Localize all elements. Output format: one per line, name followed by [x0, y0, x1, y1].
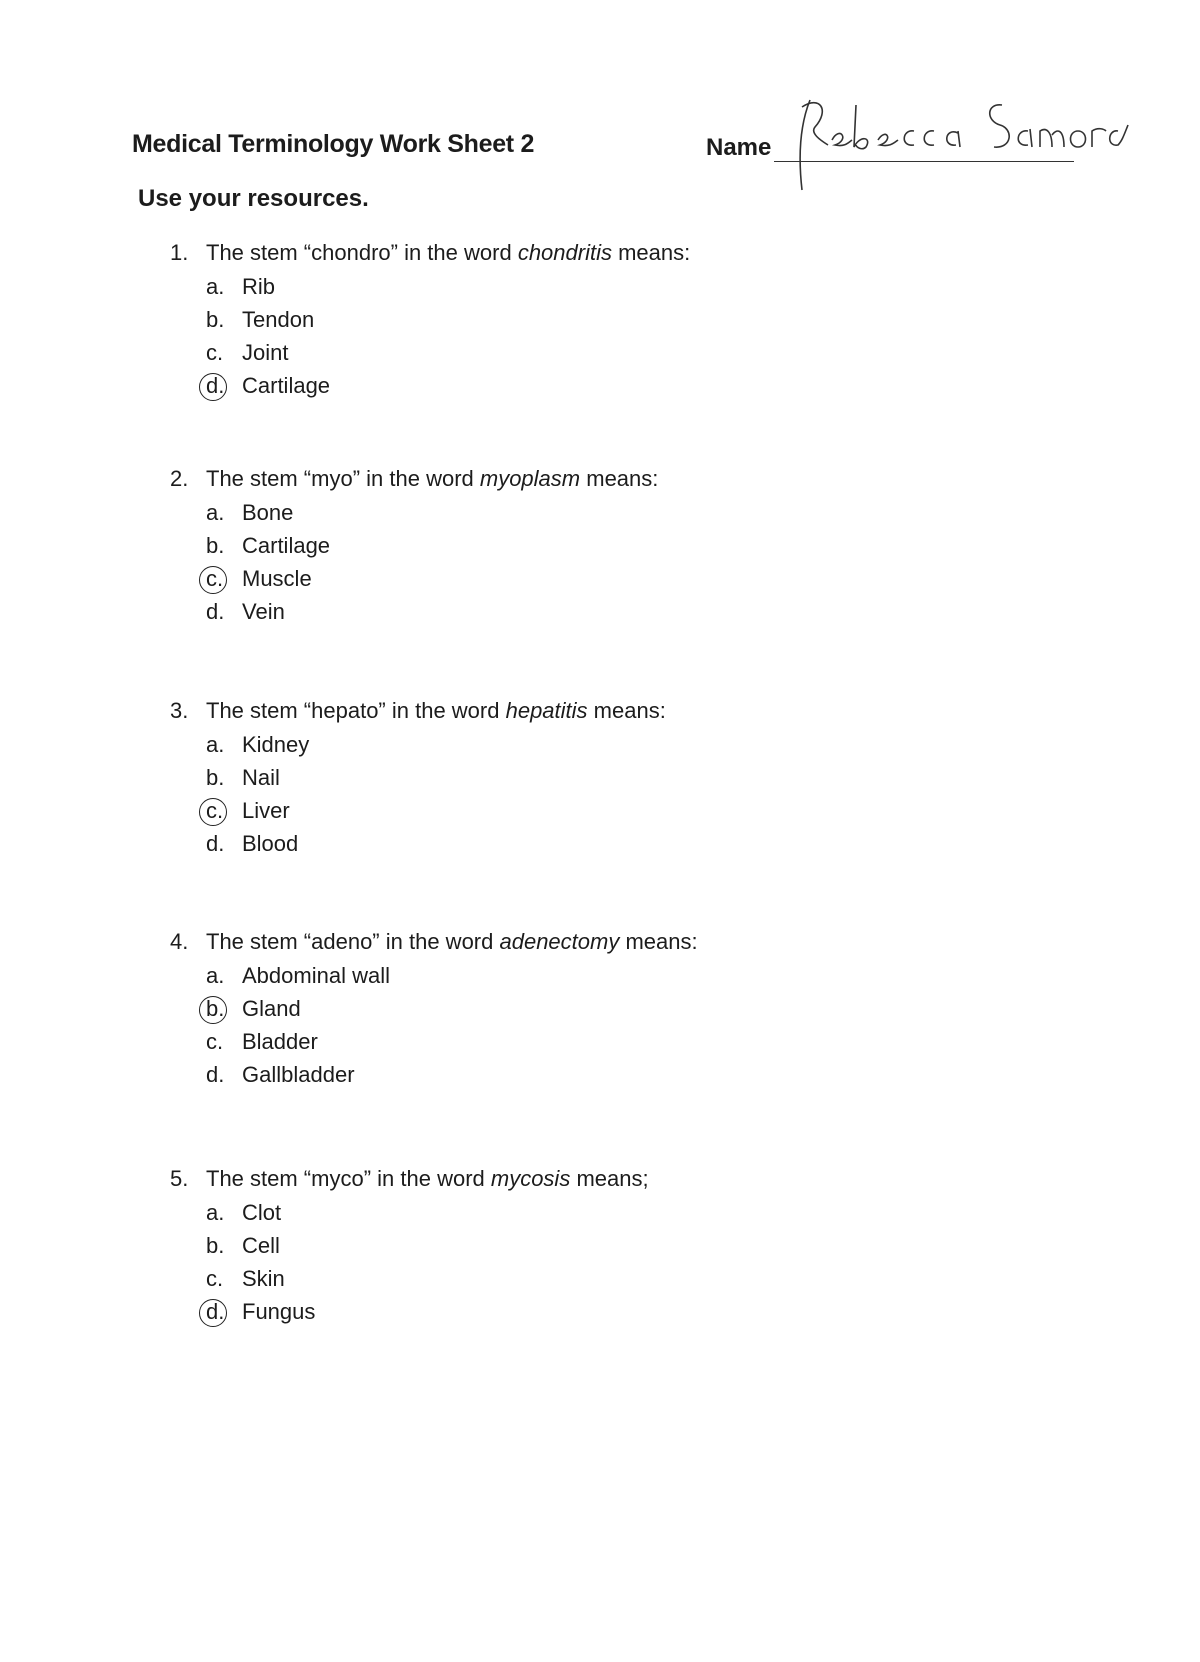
option-text: Abdominal wall — [242, 963, 390, 988]
question-3 — [170, 694, 666, 860]
answer-option — [170, 959, 698, 992]
option-letter-text: d. — [206, 831, 225, 856]
option-letter-text: d. — [206, 599, 225, 624]
option-letter — [206, 992, 242, 1026]
option-letter-text: b. — [206, 533, 225, 558]
option-letter-text: c. — [206, 1029, 224, 1054]
option-text: Bladder — [242, 1029, 318, 1054]
option-letter-text: d. — [206, 373, 225, 398]
option-letter — [206, 336, 242, 370]
option-letter-text: a. — [206, 732, 225, 757]
question-text: The stem “chondro” in the word — [206, 240, 518, 265]
selected-answer-circle — [199, 373, 227, 401]
option-letter — [206, 369, 242, 403]
answer-option — [170, 529, 658, 562]
option-letter-text: a. — [206, 274, 225, 299]
answer-option — [170, 270, 690, 303]
option-letter-text: b. — [206, 307, 225, 332]
option-letter — [206, 761, 242, 795]
answer-option — [170, 1262, 649, 1295]
question-term: myoplasm — [479, 466, 581, 491]
question-term: hepatitis — [505, 698, 588, 723]
question-1 — [170, 236, 690, 402]
question-text-end: means: — [619, 929, 698, 954]
question-number: 5. — [170, 1166, 189, 1191]
answer-option — [170, 1025, 698, 1058]
question-text: The stem “hepato” in the word — [206, 698, 506, 723]
option-letter — [206, 270, 242, 304]
option-letter — [206, 595, 242, 629]
answer-option — [170, 761, 666, 794]
option-text: Nail — [242, 765, 280, 790]
option-letter-text: a. — [206, 1200, 225, 1225]
selected-answer-circle — [199, 566, 227, 594]
answer-option — [170, 496, 658, 529]
handwritten-signature — [790, 85, 1130, 205]
option-text: Cartilage — [242, 373, 331, 398]
answer-option — [170, 1196, 649, 1229]
option-text: Cell — [242, 1233, 280, 1258]
option-letter — [206, 1025, 242, 1059]
question-term: adenectomy — [499, 929, 620, 954]
question-stem — [170, 236, 690, 270]
answer-option — [170, 992, 698, 1025]
option-letter-text: c. — [206, 566, 224, 591]
answer-option — [170, 827, 666, 860]
answer-option — [170, 1229, 649, 1262]
option-letter-text: b. — [206, 1233, 225, 1258]
option-text: Tendon — [242, 307, 315, 332]
question-5 — [170, 1162, 649, 1328]
option-letter — [206, 1229, 242, 1263]
option-letter — [206, 1196, 242, 1230]
option-letter — [206, 827, 242, 861]
question-4 — [170, 925, 698, 1091]
question-2 — [170, 462, 658, 628]
option-text: Rib — [242, 274, 276, 299]
answer-options — [170, 728, 666, 860]
question-number: 2. — [170, 466, 189, 491]
question-text-end: means; — [570, 1166, 649, 1191]
question-text: The stem “adeno” in the word — [206, 929, 500, 954]
option-letter — [206, 1058, 242, 1092]
selected-answer-circle — [199, 996, 227, 1024]
answer-options — [170, 496, 658, 628]
question-text-end: means: — [587, 698, 666, 723]
option-text: Vein — [242, 599, 285, 624]
option-letter — [206, 562, 242, 596]
answer-option — [170, 1295, 649, 1328]
option-letter-text: c. — [206, 798, 224, 823]
answer-option — [170, 369, 690, 402]
option-text: Bone — [242, 500, 294, 525]
option-letter — [206, 1262, 242, 1296]
option-text: Muscle — [242, 566, 312, 591]
option-text: Blood — [242, 831, 299, 856]
question-stem — [170, 925, 698, 959]
answer-option — [170, 336, 690, 369]
option-text: Clot — [242, 1200, 282, 1225]
option-letter-text: d. — [206, 1299, 225, 1324]
option-letter — [206, 303, 242, 337]
option-letter — [206, 728, 242, 762]
option-text: Cartilage — [242, 533, 331, 558]
question-number: 4. — [170, 929, 189, 954]
question-text: The stem “myo” in the word — [206, 466, 480, 491]
option-letter — [206, 794, 242, 828]
option-text: Joint — [242, 340, 289, 365]
option-letter — [206, 496, 242, 530]
question-stem — [170, 1162, 649, 1196]
option-letter — [206, 529, 242, 563]
name-label: Name — [706, 134, 772, 161]
selected-answer-circle — [199, 798, 227, 826]
option-text: Fungus — [242, 1299, 316, 1324]
answer-option — [170, 794, 666, 827]
option-letter-text: a. — [206, 500, 225, 525]
question-stem — [170, 694, 666, 728]
worksheet-instructions: Use your resources. — [138, 185, 369, 212]
question-stem — [170, 462, 658, 496]
answer-option — [170, 728, 666, 761]
selected-answer-circle — [199, 1299, 227, 1327]
option-letter-text: b. — [206, 996, 225, 1021]
answer-options — [170, 1196, 649, 1328]
question-text-end: means: — [611, 240, 691, 265]
option-letter-text: d. — [206, 1062, 225, 1087]
option-text: Liver — [242, 798, 290, 823]
option-letter-text: b. — [206, 765, 225, 790]
answer-option — [170, 303, 690, 336]
option-letter — [206, 1295, 242, 1329]
question-number: 1. — [170, 240, 189, 265]
question-text: The stem “myco” in the word — [206, 1166, 491, 1191]
question-number: 3. — [170, 698, 189, 723]
option-letter-text: c. — [206, 340, 224, 365]
option-letter — [206, 959, 242, 993]
question-text-end: means: — [580, 466, 659, 491]
option-text: Skin — [242, 1266, 285, 1291]
option-text: Gallbladder — [242, 1062, 355, 1087]
answer-options — [170, 959, 698, 1091]
option-text: Kidney — [242, 732, 310, 757]
answer-options — [170, 270, 690, 402]
answer-option — [170, 595, 658, 628]
option-letter-text: a. — [206, 963, 225, 988]
answer-option — [170, 1058, 698, 1091]
answer-option — [170, 562, 658, 595]
option-letter-text: c. — [206, 1266, 224, 1291]
question-term: mycosis — [490, 1166, 571, 1191]
option-text: Gland — [242, 996, 301, 1021]
question-term: chondritis — [517, 240, 612, 265]
worksheet-title: Medical Terminology Work Sheet 2 — [132, 130, 535, 158]
